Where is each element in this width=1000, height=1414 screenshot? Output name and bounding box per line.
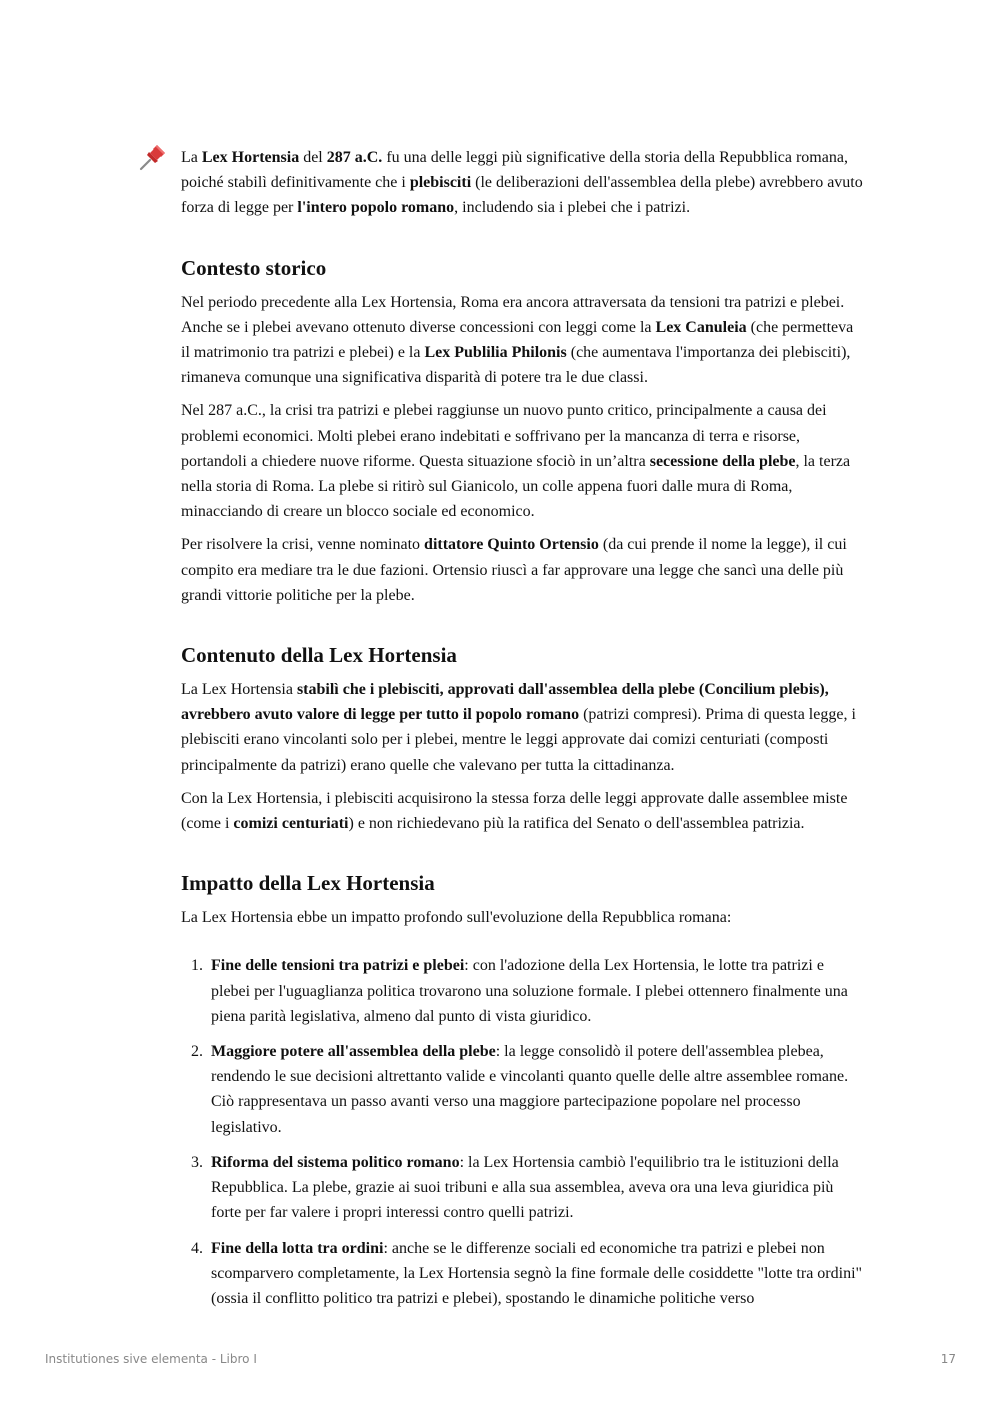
list-item: 4. Fine della lotta tra ordini: anche se le differenze sociali ed economiche tra patrizi e plebei non scomparvero completamente, la Lex Hortensia segnò la fine formale delle cosiddette "lotte tra ordini" (ossia il conflitto politico tra patrizi e plebei), spostando le dinamiche politiche verso <box>191 1239 863 1307</box>
list-item: 1. Fine delle tensioni tra patrizi e plebei: con l'adozione della Lex Hortensia, le lotte tra patrizi e plebei per l'uguaglianza politica trovarono una soluzione formale. I plebei ottennero finalmente una piena parità legislativa, almeno dal punto di vista giuridico. <box>191 957 848 1025</box>
list-item: 3. Riforma del sistema politico romano: la Lex Hortensia cambiò l'equilibrio tra le istituzioni della Repubblica. La plebe, grazie ai suoi tribuni e alla sua assemblea, aveva ora una leva giuridica più forte per far valere i propri interessi contro quelli patrizi. <box>191 1153 839 1222</box>
section-heading-contenuto: Contenuto della Lex Hortensia <box>181 643 457 668</box>
intro-paragraph: La Lex Hortensia del 287 a.C. fu una delle leggi più significative della storia della Repubblica romana, poiché stabilì definitivamente che i plebisciti (le deliberazioni dell'assemblea della plebe) avrebbero avuto forza di legge per l'intero popolo romano, includendo sia i plebei che i patrizi. <box>181 149 863 217</box>
document-body <box>181 145 866 1321</box>
section-heading-contesto: Contesto storico <box>181 255 327 280</box>
paragraph: Per risolvere la crisi, venne nominato dittatore Quinto Ortensio (da cui prende il nome la legge), il cui compito era mediare tra le due fazioni. Ortensio riuscì a far approvare una legge che sancì una delle più grandi vittorie politiche per la plebe. <box>181 536 847 604</box>
list-item: 2. Maggiore potere all'assemblea della plebe: la legge consolidò il potere dell'assemblea plebea, rendendo le sue decisioni altrettanto valide e vincolanti quanto quelle delle altre assemblee romane. Ciò rappresentava un passo avanti verso una maggiore partecipazione popolare nel processo legislativo. <box>191 1043 849 1136</box>
pushpin-icon <box>137 141 169 173</box>
paragraph: La Lex Hortensia stabilì che i plebisciti, approvati dall'assemblea della plebe (Concilium plebis), avrebbero avuto valore di legge per tutto il popolo romano (patrizi compresi). Prima di questa legge, i plebisciti erano vincolanti solo per i plebei, mentre le leggi approvate dai comizi centuriati (composti principalmente da patrizi) erano quelle che valevano per tutta la cittadinanza. <box>181 681 856 774</box>
section-heading-impatto: Impatto della Lex Hortensia <box>181 871 435 896</box>
paragraph: Nel 287 a.C., la crisi tra patrizi e plebei raggiunse un nuovo punto critico, principalmente a causa dei problemi economici. Molti plebei erano indebitati e soffrivano per la mancanza di terra e risorse, portandoli a chiedere nuove riforme. Questa situazione sfociò in un’altra secessione della plebe, la terza nella storia di Roma. La plebe si ritirò sul Gianicolo, un colle appena fuori dalle mura di Roma, minacciando di creare un blocco sociale ed economico. <box>181 402 851 521</box>
paragraph: La Lex Hortensia ebbe un impatto profondo sull'evoluzione della Repubblica romana: <box>181 909 732 927</box>
impact-list <box>181 953 866 1311</box>
footer-title: Institutiones sive elementa - Libro I <box>45 1352 257 1366</box>
paragraph: Nel periodo precedente alla Lex Hortensia, Roma era ancora attraversata da tensioni tra patrizi e plebei. Anche se i plebei avevano ottenuto diverse concessioni con leggi come la Lex Canuleia (che permetteva il matrimonio tra patrizi e plebei) e la Lex Publilia Philonis (che aumentava l'importanza dei plebisciti), rimaneva comunque una significativa disparità di potere tra le due classi. <box>181 293 854 387</box>
page-number: 17 <box>940 1352 956 1366</box>
paragraph: Con la Lex Hortensia, i plebisciti acquisirono la stessa forza delle leggi approvate dalle assemblee miste (come i comizi centuriati) e non richiedevano più la ratifica del Senato o dell'assemblea patrizia. <box>181 789 848 833</box>
